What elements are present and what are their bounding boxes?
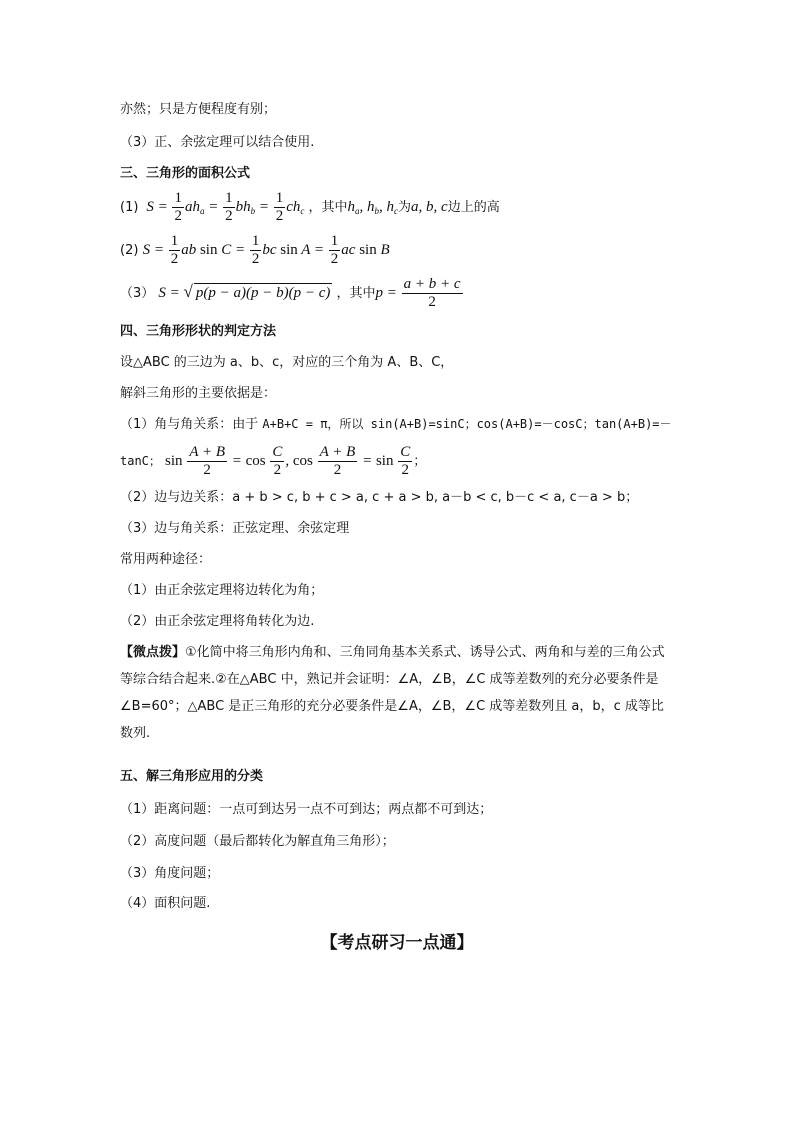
formula-text: 边上的高	[447, 200, 500, 216]
text-line: （2）由正余弦定理将角转化为边.	[120, 614, 315, 629]
text-line: （3）角度问题；	[120, 866, 220, 881]
text-line: 亦然；只是方便程度有别；	[120, 102, 277, 117]
text-line: 常用两种途径：	[120, 552, 212, 567]
section-heading: 四、三角形形状的判定方法	[120, 324, 277, 339]
text-line: 解斜三角形的主要依据是：	[120, 386, 277, 401]
tip-label: 【微点拨】	[120, 645, 186, 660]
text-line	[120, 417, 672, 433]
formula-text: 为	[398, 200, 412, 216]
text-span: tanC；	[120, 454, 161, 469]
text-line: （4）面积问题.	[120, 896, 211, 911]
text-span: （1）角与角关系：由于	[120, 417, 263, 432]
formula-label: (1)	[120, 200, 139, 216]
text-line: 设△ABC 的三边为 a、b、c，对应的三个角为 A、B、C，	[120, 355, 454, 370]
page-section-title: 【考点研习一点通】	[320, 933, 474, 953]
text-line: （2）高度问题（最后都转化为解直角三角形）；	[120, 834, 395, 849]
formula-label: （3）	[120, 286, 155, 302]
area-formula-1: (1) S = $\frac{1}{2}$ $ah_a$ = $\frac{1}{2}$ $bh_b$ = $\frac{1}{2}$ $ch_c$ ，其中$h_a$, $h_b$, $h_c$为a, b, c边上的高	[120, 190, 500, 225]
text-line: （1）由正余弦定理将边转化为角；	[120, 583, 324, 598]
text-line: （3）边与角关系：正弦定理、余弦定理	[120, 521, 350, 536]
text-span: A+B+C = π，所以 sin(A+B)=sinC；cos(A+B)=－cosC；tan(A+B)=－	[262, 417, 672, 431]
section-heading: 三、三角形的面积公式	[120, 166, 251, 181]
formula-text: ，其中	[308, 200, 348, 216]
formula-text: ，其中	[336, 286, 376, 302]
half-angle-relations: tanC； sin $\frac{A + B}{2}$ = cos $\frac{C}{2}$ , cos $\frac{A + B}{2}$ = sin $\frac{C}{2}$ ；	[120, 444, 427, 479]
text-line: （1）距离问题：一点可到达另一点不可到达；两点都不可到达；	[120, 802, 493, 817]
text-line: （2）边与边关系：a + b > c, b + c > a, c + a > b, a－b < c, b－c < a, c－a > b；	[120, 490, 639, 505]
text-line: （3）正、余弦定理可以结合使用.	[120, 135, 315, 150]
tip-paragraph	[120, 639, 676, 747]
formula-label: (2)	[120, 243, 139, 259]
area-formula-2: (2) S = $\frac{1}{2}$ ab sin C = $\frac{1}{2}$ bc sin A = $\frac{1}{2}$ ac sin B	[120, 233, 390, 268]
section-heading: 五、解三角形应用的分类	[120, 769, 264, 784]
tip-text: ①化简中将三角形内角和、三角同角基本关系式、诱导公式、两角和与差的三角公式等综合结合起来.②在△ABC 中，熟记并会证明：∠A，∠B，∠C 成等差数列的充分必要条件是∠B=60°；△ABC 是正三角形的充分必要条件是∠A，∠B，∠C 成等差数列且 a，b，c 成等比数列.	[120, 645, 665, 741]
area-formula-3: （3） S = √ p(p − a)(p − b)(p − c) ，其中p = $\frac{a + b + c}{2}$	[120, 276, 461, 311]
